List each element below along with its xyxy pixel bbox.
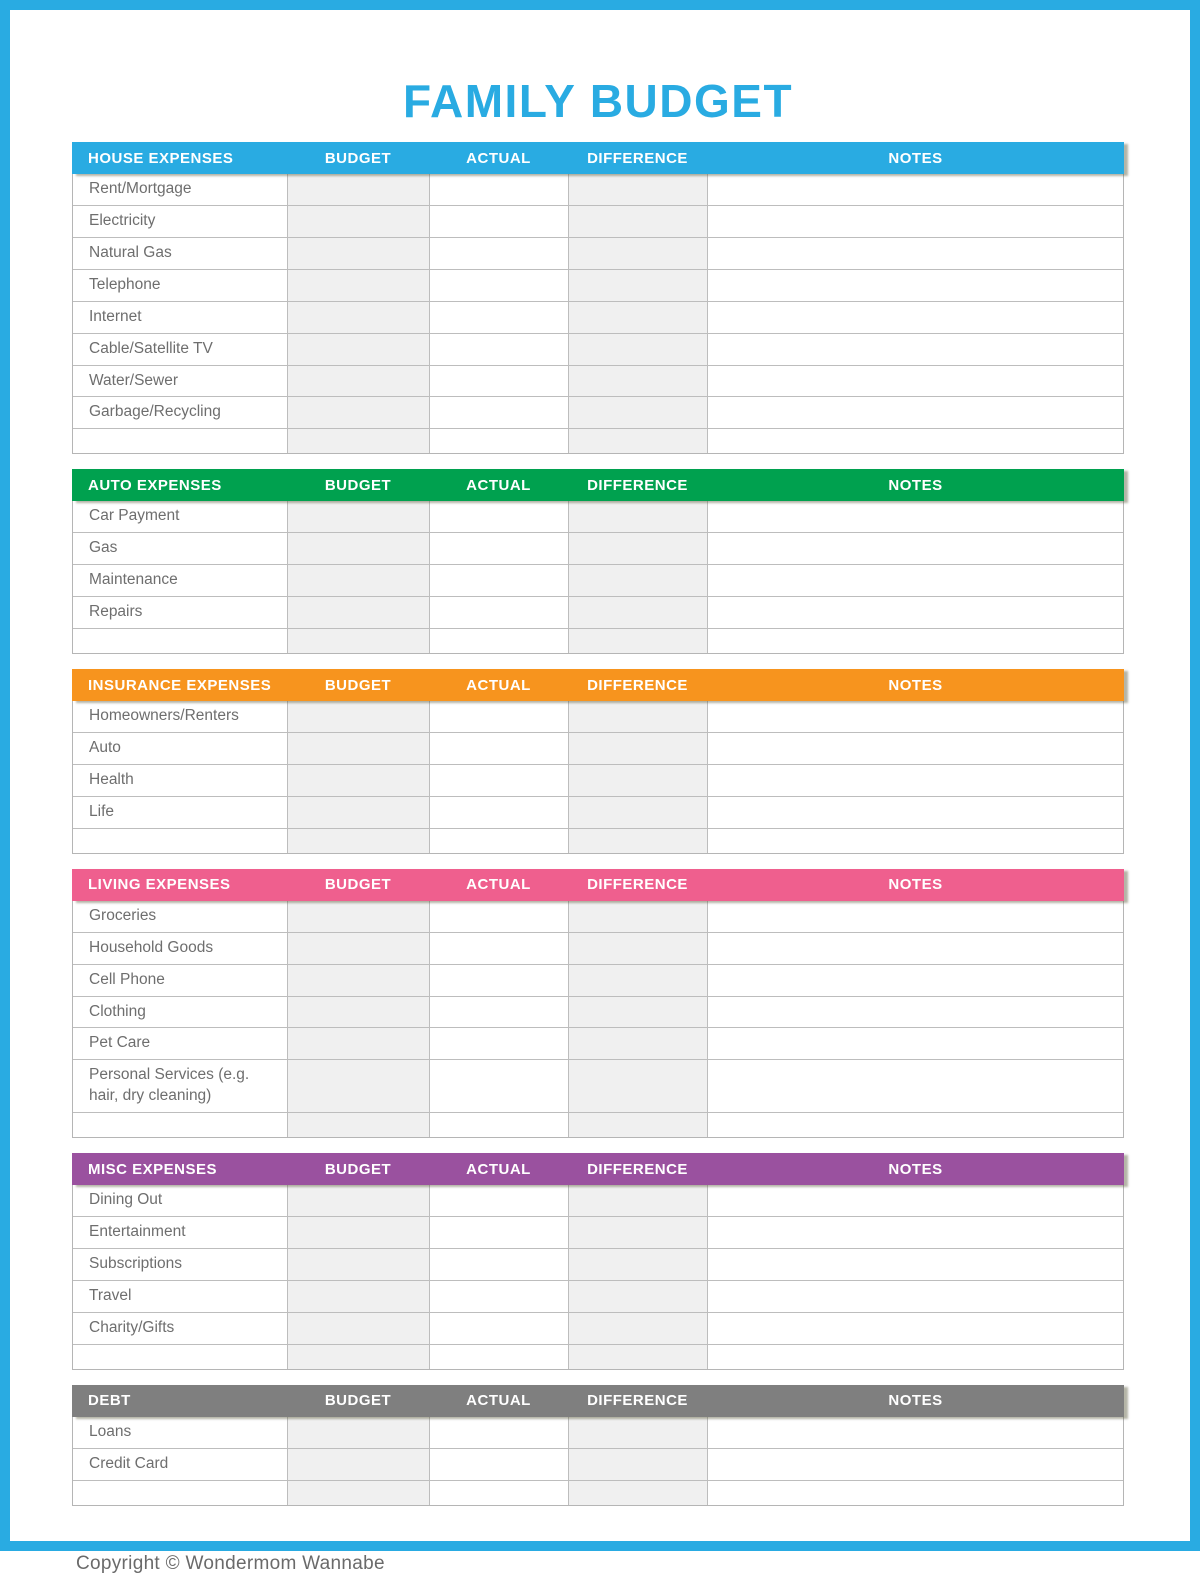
table-row bbox=[73, 565, 1123, 597]
actual-cell bbox=[430, 1281, 569, 1312]
budget-cell bbox=[288, 206, 430, 237]
table-row bbox=[73, 1281, 1123, 1313]
section-house-expenses bbox=[72, 142, 1124, 454]
row-label: Rent/Mortgage bbox=[73, 174, 288, 205]
difference-cell bbox=[569, 270, 708, 301]
budget-cell bbox=[288, 1113, 430, 1137]
column-header-notes: NOTES bbox=[888, 476, 943, 494]
notes-cell bbox=[708, 174, 1123, 205]
row-label: Groceries bbox=[73, 901, 288, 932]
actual-cell bbox=[430, 429, 569, 453]
column-header-actual: ACTUAL bbox=[466, 1392, 531, 1410]
difference-cell bbox=[569, 1028, 708, 1059]
budget-cell bbox=[288, 1185, 430, 1216]
table-row bbox=[73, 397, 1123, 429]
difference-cell bbox=[569, 901, 708, 932]
actual-cell bbox=[430, 334, 569, 365]
notes-cell bbox=[708, 1217, 1123, 1248]
row-label: Car Payment bbox=[73, 501, 288, 532]
column-header-actual: ACTUAL bbox=[466, 876, 531, 894]
column-header-notes: NOTES bbox=[888, 1160, 943, 1178]
column-header-difference: DIFFERENCE bbox=[587, 1392, 688, 1410]
notes-cell bbox=[708, 733, 1123, 764]
actual-cell bbox=[430, 1113, 569, 1137]
notes-cell bbox=[708, 901, 1123, 932]
row-label: Entertainment bbox=[73, 1217, 288, 1248]
difference-cell bbox=[569, 965, 708, 996]
row-label bbox=[73, 1481, 288, 1505]
column-header-difference: DIFFERENCE bbox=[587, 476, 688, 494]
table-row bbox=[73, 533, 1123, 565]
notes-cell bbox=[708, 1060, 1123, 1112]
section-header bbox=[72, 669, 1124, 701]
section-header bbox=[72, 1153, 1124, 1185]
difference-cell bbox=[569, 1217, 708, 1248]
row-label bbox=[73, 629, 288, 653]
row-label: Homeowners/Renters bbox=[73, 701, 288, 732]
table-row bbox=[73, 302, 1123, 334]
row-label: Cable/Satellite TV bbox=[73, 334, 288, 365]
row-label bbox=[73, 1113, 288, 1137]
budget-cell bbox=[288, 1028, 430, 1059]
budget-cell bbox=[288, 1449, 430, 1480]
notes-cell bbox=[708, 206, 1123, 237]
budget-cell bbox=[288, 1249, 430, 1280]
table-row bbox=[73, 1028, 1123, 1060]
row-label: Clothing bbox=[73, 997, 288, 1028]
notes-cell bbox=[708, 1113, 1123, 1137]
actual-cell bbox=[430, 238, 569, 269]
notes-cell bbox=[708, 797, 1123, 828]
actual-cell bbox=[430, 1417, 569, 1448]
actual-cell bbox=[430, 1449, 569, 1480]
difference-cell bbox=[569, 1060, 708, 1112]
actual-cell bbox=[430, 1313, 569, 1344]
budget-cell bbox=[288, 933, 430, 964]
budget-cell bbox=[288, 533, 430, 564]
actual-cell bbox=[430, 501, 569, 532]
difference-cell bbox=[569, 1281, 708, 1312]
notes-cell bbox=[708, 1449, 1123, 1480]
budget-cell bbox=[288, 397, 430, 428]
notes-cell bbox=[708, 1313, 1123, 1344]
notes-cell bbox=[708, 501, 1123, 532]
actual-cell bbox=[430, 997, 569, 1028]
actual-cell bbox=[430, 206, 569, 237]
table-row bbox=[73, 933, 1123, 965]
difference-cell bbox=[569, 1313, 708, 1344]
column-header-difference: DIFFERENCE bbox=[587, 876, 688, 894]
section-title: HOUSE EXPENSES bbox=[88, 149, 234, 167]
section-title: LIVING EXPENSES bbox=[88, 876, 231, 894]
section-insurance-expenses bbox=[72, 669, 1124, 854]
difference-cell bbox=[569, 733, 708, 764]
difference-cell bbox=[569, 1417, 708, 1448]
copyright-text: Copyright © Wondermom Wannabe bbox=[76, 1552, 385, 1574]
table-row bbox=[73, 270, 1123, 302]
table-row bbox=[73, 1060, 1123, 1113]
table-row bbox=[73, 733, 1123, 765]
actual-cell bbox=[430, 1217, 569, 1248]
table-row bbox=[73, 1217, 1123, 1249]
notes-cell bbox=[708, 397, 1123, 428]
actual-cell bbox=[430, 1481, 569, 1505]
row-label: Personal Services (e.g. hair, dry cleaning) bbox=[73, 1060, 288, 1112]
difference-cell bbox=[569, 1113, 708, 1137]
row-label: Credit Card bbox=[73, 1449, 288, 1480]
difference-cell bbox=[569, 1185, 708, 1216]
budget-cell bbox=[288, 1060, 430, 1112]
table-row bbox=[73, 174, 1123, 206]
difference-cell bbox=[569, 597, 708, 628]
difference-cell bbox=[569, 397, 708, 428]
difference-cell bbox=[569, 565, 708, 596]
column-header-actual: ACTUAL bbox=[466, 149, 531, 167]
difference-cell bbox=[569, 997, 708, 1028]
column-header-budget: BUDGET bbox=[324, 1392, 392, 1410]
notes-cell bbox=[708, 1417, 1123, 1448]
budget-cell bbox=[288, 733, 430, 764]
row-label: Garbage/Recycling bbox=[73, 397, 288, 428]
difference-cell bbox=[569, 429, 708, 453]
budget-cell bbox=[288, 565, 430, 596]
difference-cell bbox=[569, 174, 708, 205]
notes-cell bbox=[708, 1481, 1123, 1505]
section-debt bbox=[72, 1385, 1124, 1506]
actual-cell bbox=[430, 965, 569, 996]
difference-cell bbox=[569, 933, 708, 964]
budget-cell bbox=[288, 797, 430, 828]
difference-cell bbox=[569, 1249, 708, 1280]
difference-cell bbox=[569, 701, 708, 732]
section-misc-expenses bbox=[72, 1153, 1124, 1370]
section-header bbox=[72, 142, 1124, 174]
column-header-notes: NOTES bbox=[888, 876, 943, 894]
budget-cell bbox=[288, 901, 430, 932]
difference-cell bbox=[569, 206, 708, 237]
budget-cell bbox=[288, 174, 430, 205]
table-row bbox=[73, 765, 1123, 797]
actual-cell bbox=[430, 1345, 569, 1369]
notes-cell bbox=[708, 997, 1123, 1028]
table-row bbox=[73, 1313, 1123, 1345]
difference-cell bbox=[569, 1449, 708, 1480]
section-title: MISC EXPENSES bbox=[88, 1160, 218, 1178]
actual-cell bbox=[430, 302, 569, 333]
table-row bbox=[73, 997, 1123, 1029]
row-label: Charity/Gifts bbox=[73, 1313, 288, 1344]
difference-cell bbox=[569, 501, 708, 532]
empty-row bbox=[73, 1481, 1123, 1505]
budget-cell bbox=[288, 1281, 430, 1312]
actual-cell bbox=[430, 366, 569, 397]
row-label: Household Goods bbox=[73, 933, 288, 964]
column-header-notes: NOTES bbox=[888, 1392, 943, 1410]
notes-cell bbox=[708, 1185, 1123, 1216]
budget-cell bbox=[288, 302, 430, 333]
actual-cell bbox=[430, 174, 569, 205]
budget-cell bbox=[288, 1481, 430, 1505]
budget-cell bbox=[288, 765, 430, 796]
notes-cell bbox=[708, 1281, 1123, 1312]
row-label: Internet bbox=[73, 302, 288, 333]
budget-cell bbox=[288, 366, 430, 397]
row-label: Loans bbox=[73, 1417, 288, 1448]
column-header-actual: ACTUAL bbox=[466, 1160, 531, 1178]
empty-row bbox=[73, 829, 1123, 853]
actual-cell bbox=[430, 1060, 569, 1112]
column-header-difference: DIFFERENCE bbox=[587, 149, 688, 167]
notes-cell bbox=[708, 829, 1123, 853]
actual-cell bbox=[430, 797, 569, 828]
actual-cell bbox=[430, 701, 569, 732]
section-title: AUTO EXPENSES bbox=[88, 476, 222, 494]
section-body bbox=[72, 1185, 1124, 1370]
actual-cell bbox=[430, 733, 569, 764]
row-label: Maintenance bbox=[73, 565, 288, 596]
row-label: Subscriptions bbox=[73, 1249, 288, 1280]
actual-cell bbox=[430, 533, 569, 564]
section-body bbox=[72, 701, 1124, 854]
notes-cell bbox=[708, 334, 1123, 365]
table-row bbox=[73, 901, 1123, 933]
actual-cell bbox=[430, 629, 569, 653]
actual-cell bbox=[430, 565, 569, 596]
section-header bbox=[72, 869, 1124, 901]
row-label: Repairs bbox=[73, 597, 288, 628]
empty-row bbox=[73, 629, 1123, 653]
row-label: Life bbox=[73, 797, 288, 828]
section-title: INSURANCE EXPENSES bbox=[88, 676, 272, 694]
row-label bbox=[73, 429, 288, 453]
empty-row bbox=[73, 1113, 1123, 1137]
notes-cell bbox=[708, 429, 1123, 453]
table-row bbox=[73, 797, 1123, 829]
section-auto-expenses bbox=[72, 469, 1124, 654]
budget-cell bbox=[288, 238, 430, 269]
row-label: Gas bbox=[73, 533, 288, 564]
difference-cell bbox=[569, 334, 708, 365]
difference-cell bbox=[569, 238, 708, 269]
row-label bbox=[73, 1345, 288, 1369]
notes-cell bbox=[708, 302, 1123, 333]
budget-cell bbox=[288, 1217, 430, 1248]
notes-cell bbox=[708, 270, 1123, 301]
row-label: Water/Sewer bbox=[73, 366, 288, 397]
column-header-notes: NOTES bbox=[888, 149, 943, 167]
notes-cell bbox=[708, 1028, 1123, 1059]
section-body bbox=[72, 501, 1124, 654]
column-header-budget: BUDGET bbox=[324, 676, 392, 694]
budget-cell bbox=[288, 1345, 430, 1369]
table-row bbox=[73, 501, 1123, 533]
difference-cell bbox=[569, 1345, 708, 1369]
table-row bbox=[73, 965, 1123, 997]
actual-cell bbox=[430, 1185, 569, 1216]
actual-cell bbox=[430, 1249, 569, 1280]
difference-cell bbox=[569, 533, 708, 564]
difference-cell bbox=[569, 629, 708, 653]
budget-cell bbox=[288, 597, 430, 628]
table-row bbox=[73, 597, 1123, 629]
empty-row bbox=[73, 1345, 1123, 1369]
section-header bbox=[72, 1385, 1124, 1417]
actual-cell bbox=[430, 270, 569, 301]
table-row bbox=[73, 206, 1123, 238]
budget-cell bbox=[288, 501, 430, 532]
actual-cell bbox=[430, 933, 569, 964]
budget-cell bbox=[288, 1313, 430, 1344]
budget-cell bbox=[288, 1417, 430, 1448]
notes-cell bbox=[708, 238, 1123, 269]
budget-cell bbox=[288, 997, 430, 1028]
notes-cell bbox=[708, 533, 1123, 564]
notes-cell bbox=[708, 701, 1123, 732]
actual-cell bbox=[430, 829, 569, 853]
budget-cell bbox=[288, 829, 430, 853]
notes-cell bbox=[708, 1249, 1123, 1280]
column-header-budget: BUDGET bbox=[324, 876, 392, 894]
budget-cell bbox=[288, 965, 430, 996]
section-living-expenses bbox=[72, 869, 1124, 1138]
difference-cell bbox=[569, 302, 708, 333]
table-row bbox=[73, 1185, 1123, 1217]
notes-cell bbox=[708, 565, 1123, 596]
column-header-difference: DIFFERENCE bbox=[587, 676, 688, 694]
budget-cell bbox=[288, 270, 430, 301]
budget-cell bbox=[288, 701, 430, 732]
row-label: Auto bbox=[73, 733, 288, 764]
column-header-actual: ACTUAL bbox=[466, 676, 531, 694]
row-label bbox=[73, 829, 288, 853]
section-body bbox=[72, 174, 1124, 454]
row-label: Dining Out bbox=[73, 1185, 288, 1216]
row-label: Health bbox=[73, 765, 288, 796]
table-row bbox=[73, 1417, 1123, 1449]
column-header-budget: BUDGET bbox=[324, 1160, 392, 1178]
column-header-actual: ACTUAL bbox=[466, 476, 531, 494]
row-label: Travel bbox=[73, 1281, 288, 1312]
section-body bbox=[72, 1417, 1124, 1506]
table-row bbox=[73, 238, 1123, 270]
notes-cell bbox=[708, 597, 1123, 628]
actual-cell bbox=[430, 597, 569, 628]
notes-cell bbox=[708, 629, 1123, 653]
row-label: Cell Phone bbox=[73, 965, 288, 996]
difference-cell bbox=[569, 1481, 708, 1505]
page-title: FAMILY BUDGET bbox=[402, 75, 794, 127]
empty-row bbox=[73, 429, 1123, 453]
table-row bbox=[73, 1449, 1123, 1481]
row-label: Electricity bbox=[73, 206, 288, 237]
page-content bbox=[72, 74, 1124, 1575]
actual-cell bbox=[430, 765, 569, 796]
actual-cell bbox=[430, 1028, 569, 1059]
notes-cell bbox=[708, 933, 1123, 964]
notes-cell bbox=[708, 366, 1123, 397]
budget-cell bbox=[288, 429, 430, 453]
section-header bbox=[72, 469, 1124, 501]
budget-cell bbox=[288, 629, 430, 653]
difference-cell bbox=[569, 829, 708, 853]
notes-cell bbox=[708, 765, 1123, 796]
difference-cell bbox=[569, 797, 708, 828]
table-row bbox=[73, 334, 1123, 366]
difference-cell bbox=[569, 366, 708, 397]
column-header-notes: NOTES bbox=[888, 676, 943, 694]
column-header-budget: BUDGET bbox=[324, 149, 392, 167]
actual-cell bbox=[430, 397, 569, 428]
row-label: Telephone bbox=[73, 270, 288, 301]
table-row bbox=[73, 701, 1123, 733]
actual-cell bbox=[430, 901, 569, 932]
notes-cell bbox=[708, 1345, 1123, 1369]
table-row bbox=[73, 1249, 1123, 1281]
section-title: DEBT bbox=[88, 1392, 131, 1410]
row-label: Pet Care bbox=[73, 1028, 288, 1059]
table-row bbox=[73, 366, 1123, 398]
column-header-budget: BUDGET bbox=[324, 476, 392, 494]
column-header-difference: DIFFERENCE bbox=[587, 1160, 688, 1178]
row-label: Natural Gas bbox=[73, 238, 288, 269]
budget-cell bbox=[288, 334, 430, 365]
difference-cell bbox=[569, 765, 708, 796]
notes-cell bbox=[708, 965, 1123, 996]
section-body bbox=[72, 901, 1124, 1138]
